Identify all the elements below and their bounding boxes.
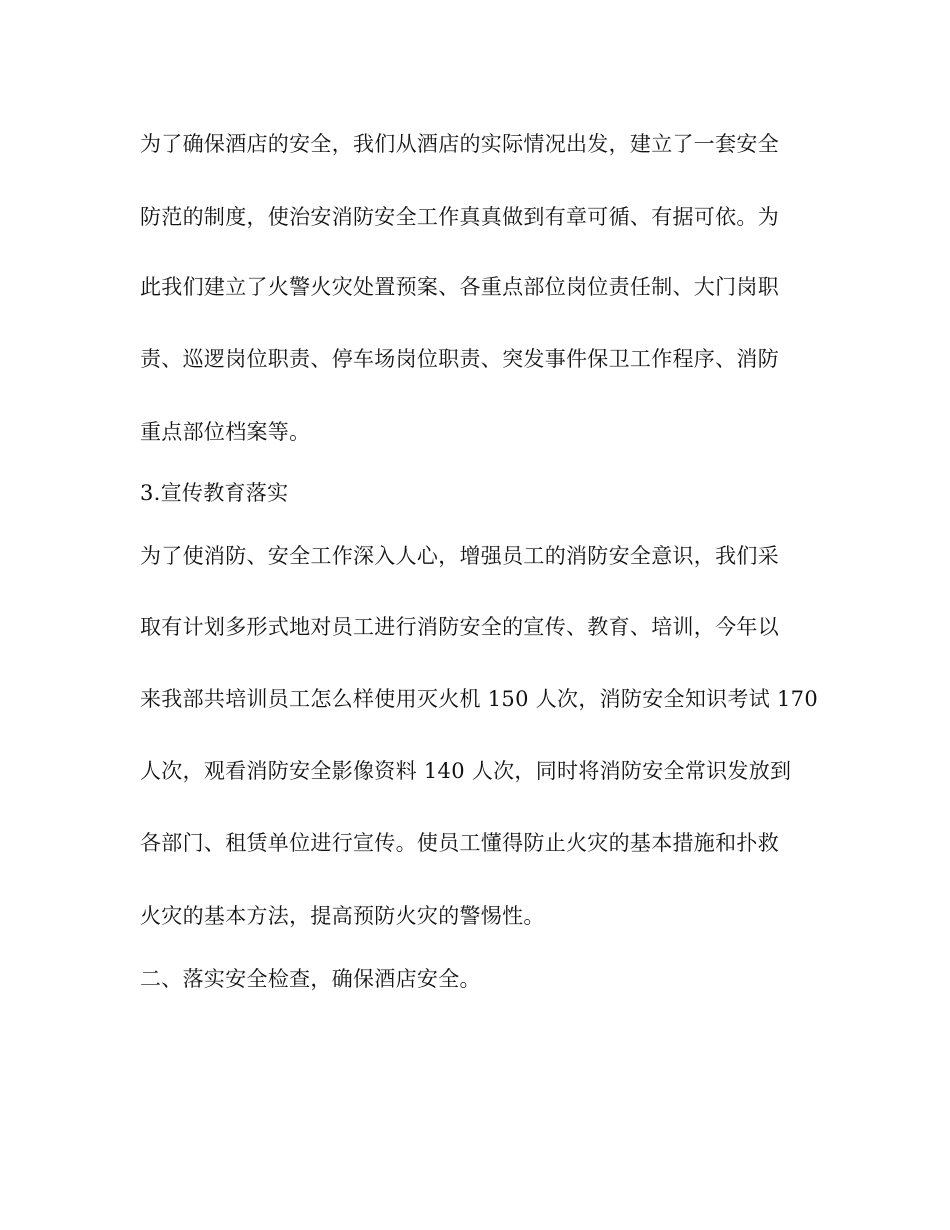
paragraph-line-5: 重点部位档案等。 [140, 420, 311, 444]
paragraph-line-8: 来我部共培训员工怎么样使用灭火机 150 人次，消防安全知识考试 170 [140, 687, 818, 711]
paragraph-line-4: 责、巡逻岗位职责、停车场岗位职责、突发事件保卫工作程序、消防 [140, 347, 779, 371]
paragraph-line-11: 火灾的基本方法，提高预防火灾的警惕性。 [140, 904, 545, 928]
paragraph-line-9: 人次，观看消防安全影像资料 140 人次，同时将消防安全常识发放到 [140, 759, 792, 783]
paragraph-line-6: 为了使消防、安全工作深入人心，增强员工的消防安全意识，我们采 [140, 544, 779, 568]
paragraph-line-1: 为了确保酒店的安全，我们从酒店的实际情况出发，建立了一套安全 [140, 132, 779, 156]
section-heading-2: 二、落实安全检查，确保酒店安全。 [140, 967, 481, 991]
paragraph-line-3: 此我们建立了火警火灾处置预案、各重点部位岗位责任制、大门岗职 [140, 275, 779, 299]
paragraph-line-7: 取有计划多形式地对员工进行消防安全的宣传、教育、培训，今年以 [140, 615, 779, 639]
section-heading: 3.宣传教育落实 [140, 481, 289, 505]
paragraph-line-2: 防范的制度，使治安消防安全工作真真做到有章可循、有据可依。为 [140, 205, 779, 229]
paragraph-line-10: 各部门、租赁单位进行宣传。使员工懂得防止火灾的基本措施和扑救 [140, 831, 779, 855]
